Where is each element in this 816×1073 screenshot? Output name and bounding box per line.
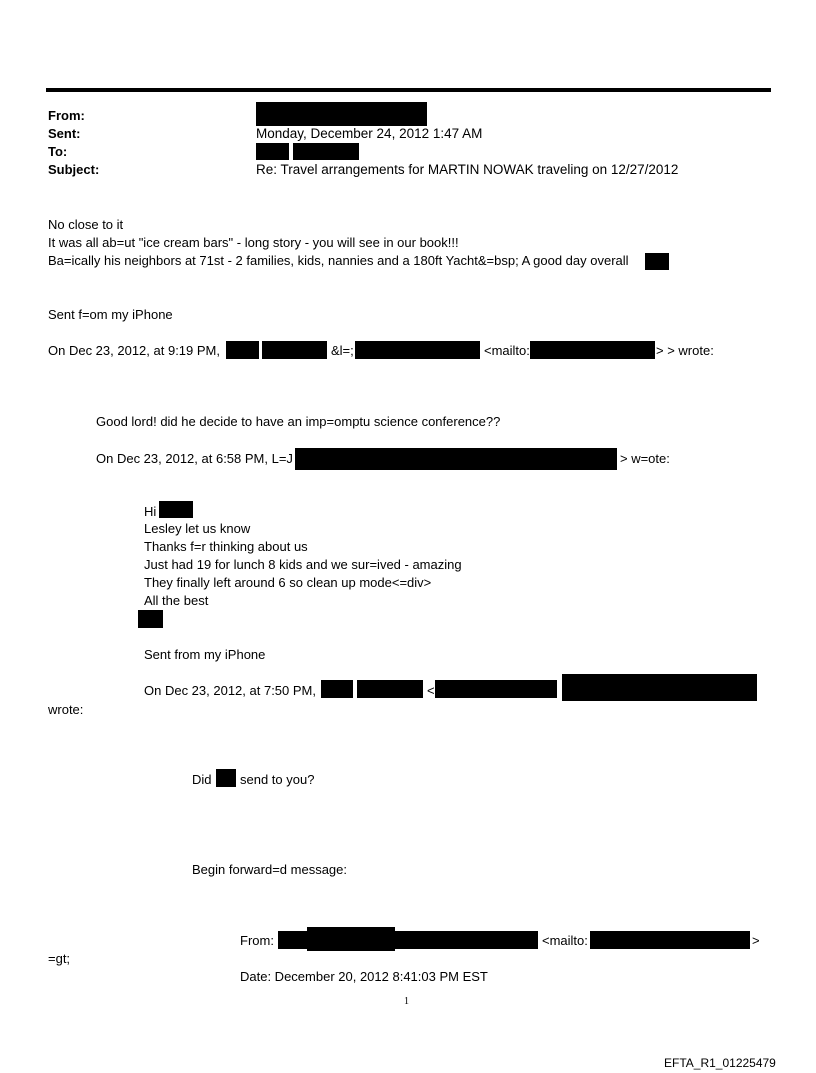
sent-value: Monday, December 24, 2012 1:47 AM	[256, 126, 483, 141]
quote2-reply-prefix: On Dec 23, 2012, at 7:50 PM,	[144, 683, 316, 698]
redaction-reply1-b	[262, 341, 327, 359]
subject-value: Re: Travel arrangements for MARTIN NOWAK traveling on 12/27/2012	[256, 162, 679, 177]
header-rule	[46, 88, 771, 92]
page-number: 1	[404, 996, 409, 1007]
quote3-did: Did	[192, 772, 212, 787]
redaction-reply1-d	[530, 341, 655, 359]
redaction-to-2	[293, 143, 359, 160]
fwd-date: Date: December 20, 2012 8:41:03 PM EST	[240, 969, 488, 984]
quote2-hi: Hi	[144, 504, 157, 519]
redaction-fwd-a	[278, 931, 307, 949]
quote1-line: Good lord! did he decide to have an imp=omptu science conference??	[96, 414, 501, 429]
redaction-signature	[138, 610, 163, 628]
redaction-fwd-d	[590, 931, 750, 949]
redaction-hi	[159, 501, 193, 518]
body-line-3: Ba=ically his neighbors at 71st - 2 families, kids, nannies and a 180ft Yacht&=bsp; A good day overall	[48, 253, 629, 268]
from-label: From:	[48, 108, 85, 123]
reply-line-1-wrote: > > wrote:	[656, 343, 714, 358]
to-label: To:	[48, 144, 68, 159]
reply-line-1-mailto: <mailto:	[484, 343, 530, 358]
quote2-line-3: Just had 19 for lunch 8 kids and we sur=ived - amazing	[144, 557, 462, 572]
quote1-reply-suffix: > w=ote:	[620, 451, 670, 466]
quote3-did-rest: send to you?	[240, 772, 315, 787]
quote2-wrote: wrote:	[48, 702, 84, 717]
quote2-line-2: Thanks f=r thinking about us	[144, 539, 308, 554]
footer-document-id: EFTA_R1_01225479	[664, 1056, 776, 1070]
quote3-forward: Begin forward=d message:	[192, 862, 348, 877]
redaction-fwd-b	[307, 927, 395, 951]
redaction-reply1-c	[355, 341, 480, 359]
quote2-sent-from: Sent from my iPhone	[144, 647, 266, 662]
quote2-reply-lt: <	[427, 683, 435, 698]
quote2-line-1: Lesley let us know	[144, 521, 251, 536]
body-line-2: It was all ab=ut "ice cream bars" - long story - you will see in our book!!!	[48, 235, 459, 250]
redaction-to-1	[256, 143, 289, 160]
redaction-quote2-d	[562, 674, 757, 701]
sent-from-line: Sent f=om my iPhone	[48, 307, 173, 322]
redaction-quote2-c	[435, 680, 557, 698]
redaction-fwd-c	[395, 931, 538, 949]
fwd-gt-entity: =gt;	[48, 951, 71, 966]
fwd-gt: >	[752, 933, 760, 948]
redaction-quote2-a	[321, 680, 353, 698]
fwd-mailto: <mailto:	[542, 933, 588, 948]
reply-line-1: On Dec 23, 2012, at 9:19 PM,	[48, 343, 220, 358]
quote2-line-5: All the best	[144, 593, 209, 608]
quote2-line-4: They finally left around 6 so clean up mode<=div>	[144, 575, 432, 590]
redaction-reply1-a	[226, 341, 259, 359]
fwd-from-label: From:	[240, 933, 274, 948]
redaction-quote2-b	[357, 680, 423, 698]
redaction-body-1	[645, 253, 669, 270]
reply-line-1-entity: &l=;	[331, 343, 354, 358]
subject-label: Subject:	[48, 162, 100, 177]
redaction-did	[216, 769, 236, 787]
quote1-reply-prefix: On Dec 23, 2012, at 6:58 PM, L=J	[96, 451, 293, 466]
redaction-from	[256, 102, 427, 126]
body-line-1: No close to it	[48, 217, 124, 232]
redaction-quote1	[295, 448, 617, 470]
sent-label: Sent:	[48, 126, 81, 141]
